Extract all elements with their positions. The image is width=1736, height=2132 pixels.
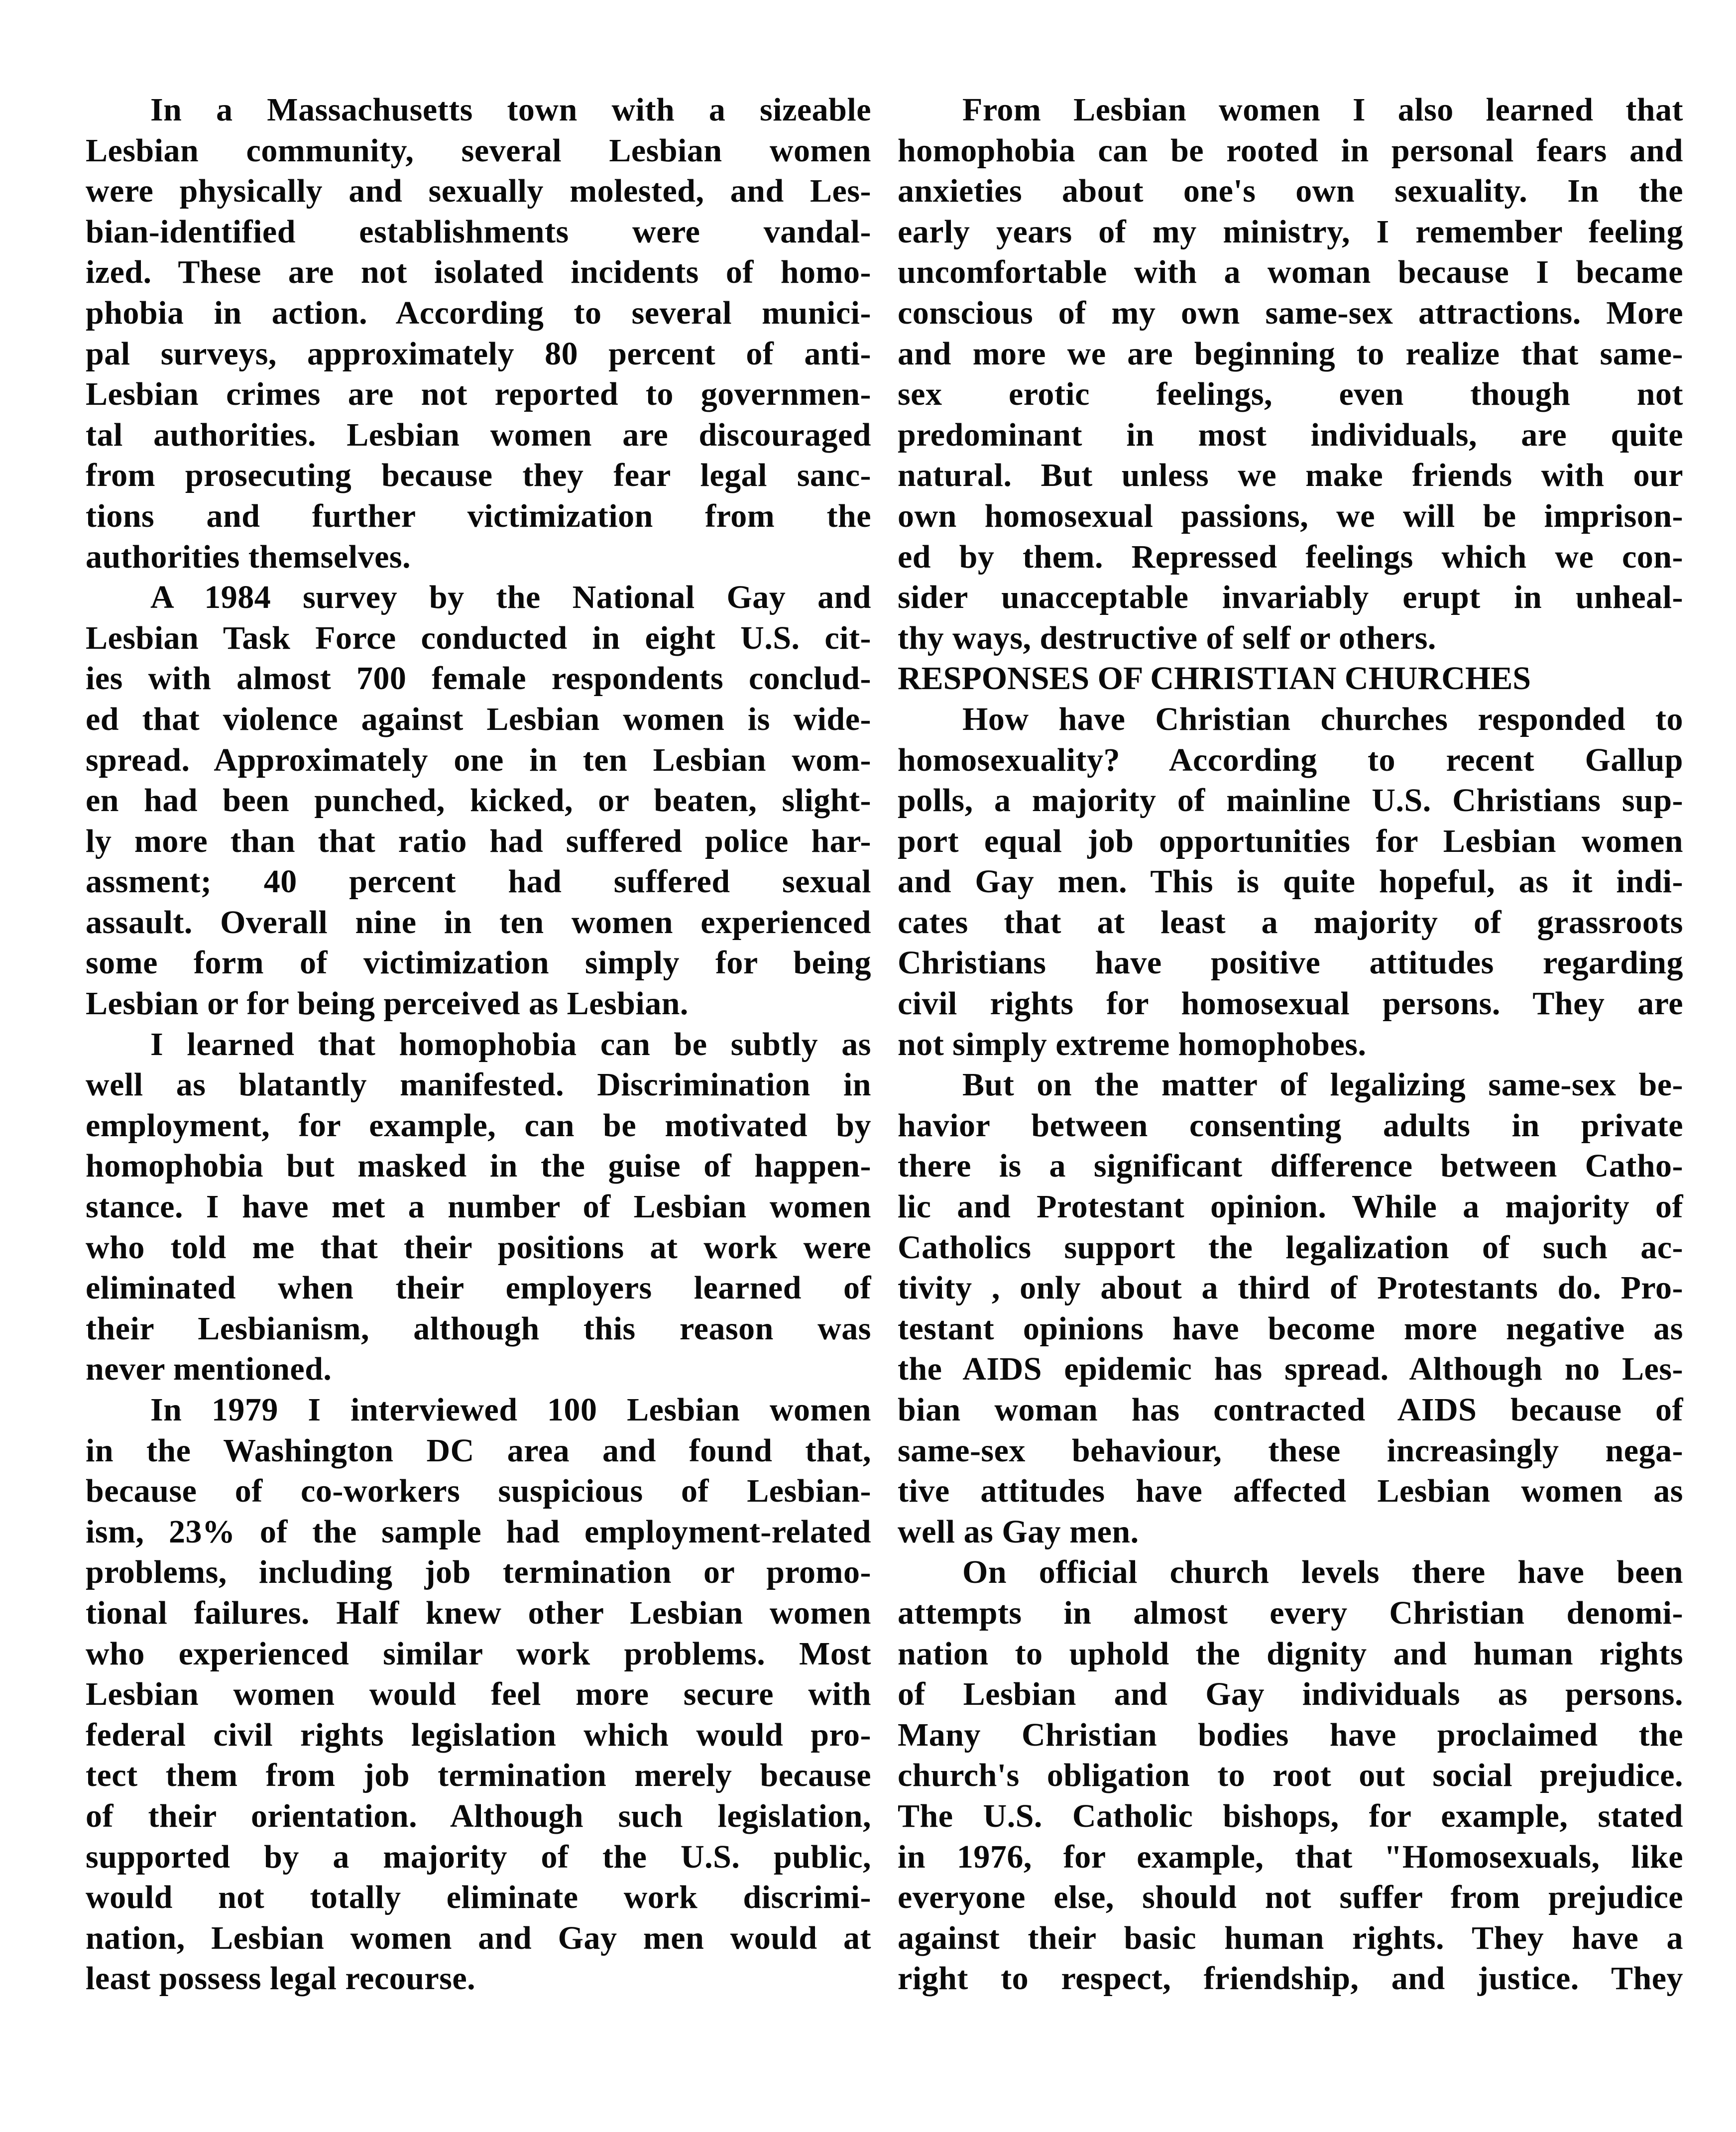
- text-line: Lesbian crimes are not reported to governmen-: [86, 376, 871, 413]
- text-line: tal authorities. Lesbian women are discouraged: [86, 416, 871, 453]
- paragraph: [898, 90, 1683, 658]
- text-line: tect them from job termination merely because: [86, 1757, 871, 1794]
- text-line: ized. These are not isolated incidents of homo-: [86, 254, 871, 291]
- text-line: pal surveys, approximately 80 percent of anti-: [86, 335, 871, 372]
- text-line: nation to uphold the dignity and human rights: [898, 1635, 1683, 1672]
- paragraph: [898, 1065, 1683, 1552]
- text-line: because of co-workers suspicious of Lesbian-: [86, 1473, 871, 1510]
- text-line: Lesbian women would feel more secure with: [86, 1676, 871, 1713]
- text-line: problems, including job termination or promo-: [86, 1554, 871, 1591]
- text-line: some form of victimization simply for being: [86, 945, 871, 981]
- text-line: well as Gay men.: [898, 1513, 1139, 1550]
- text-line: civil rights for homosexual persons. They are: [898, 985, 1683, 1022]
- text-line: On official church levels there have been: [962, 1554, 1683, 1591]
- paragraph: [86, 577, 871, 1024]
- text-line: sex erotic feelings, even though not: [898, 376, 1683, 413]
- text-line: employment, for example, can be motivated by: [86, 1107, 871, 1144]
- text-line: well as blatantly manifested. Discrimination in: [86, 1066, 871, 1103]
- text-line: natural. But unless we make friends with our: [898, 457, 1683, 494]
- text-line: Christians have positive attitudes regarding: [898, 945, 1683, 981]
- text-line: and Gay men. This is quite hopeful, as it indi-: [898, 863, 1683, 900]
- text-line: homophobia but masked in the guise of happen-: [86, 1148, 871, 1184]
- text-line: who told me that their positions at work were: [86, 1229, 871, 1266]
- text-line: would not totally eliminate work discrimi-: [86, 1879, 871, 1916]
- text-line: tivity , only about a third of Protestants do. Pro-: [898, 1270, 1683, 1306]
- text-line: ism, 23% of the sample had employment-related: [86, 1513, 871, 1550]
- text-line: From Lesbian women I also learned that: [962, 92, 1683, 128]
- text-line: bian woman has contracted AIDS because of: [898, 1392, 1683, 1428]
- text-line: In a Massachusetts town with a sizeable: [150, 92, 871, 128]
- text-line: sider unacceptable invariably erupt in unheal-: [898, 579, 1683, 616]
- text-line: bian-identified establishments were vandal-: [86, 213, 871, 250]
- text-line: Lesbian community, several Lesbian women: [86, 132, 871, 169]
- text-line: In 1979 I interviewed 100 Lesbian women: [150, 1392, 871, 1428]
- text-line: conscious of my own same-sex attractions. More: [898, 294, 1683, 331]
- text-line: of Lesbian and Gay individuals as persons.: [898, 1676, 1683, 1713]
- text-line: federal civil rights legislation which would pro-: [86, 1716, 871, 1753]
- text-line: church's obligation to root out social prejudice.: [898, 1757, 1683, 1794]
- text-line: not simply extreme homophobes.: [898, 1026, 1367, 1063]
- text-line: were physically and sexually molested, and Les-: [86, 173, 871, 210]
- text-line: same-sex behaviour, these increasingly nega-: [898, 1432, 1683, 1469]
- text-line: ed that violence against Lesbian women is wide-: [86, 701, 871, 737]
- paragraph: [898, 699, 1683, 1065]
- text-line: testant opinions have become more negative as: [898, 1310, 1683, 1347]
- text-line: of their orientation. Although such legislation,: [86, 1797, 871, 1834]
- text-line: homosexuality? According to recent Gallup: [898, 741, 1683, 778]
- text-line: A 1984 survey by the National Gay and: [150, 579, 871, 616]
- text-line: en had been punched, kicked, or beaten, slight-: [86, 782, 871, 819]
- text-line: Catholics support the legalization of such ac-: [898, 1229, 1683, 1266]
- text-line: predominant in most individuals, are quite: [898, 416, 1683, 453]
- text-line: their Lesbianism, although this reason was: [86, 1310, 871, 1347]
- text-line: thy ways, destructive of self or others.: [898, 619, 1436, 656]
- text-line: everyone else, should not suffer from prejudice: [898, 1879, 1683, 1916]
- text-line: nation, Lesbian women and Gay men would at: [86, 1919, 871, 1956]
- text-line: stance. I have met a number of Lesbian women: [86, 1188, 871, 1225]
- text-line: attempts in almost every Christian denomi-: [898, 1594, 1683, 1631]
- text-line: uncomfortable with a woman because I became: [898, 254, 1683, 291]
- text-line: The U.S. Catholic bishops, for example, stated: [898, 1797, 1683, 1834]
- text-line: and more we are beginning to realize that same-: [898, 335, 1683, 372]
- paragraph: [86, 1390, 871, 1999]
- text-line: against their basic human rights. They have a: [898, 1919, 1683, 1956]
- text-line: ies with almost 700 female respondents conclud-: [86, 660, 871, 697]
- text-line: cates that at least a majority of grassroots: [898, 904, 1683, 941]
- text-line: right to respect, friendship, and justice. They: [898, 1960, 1683, 1997]
- text-line: I learned that homophobia can be subtly as: [150, 1026, 871, 1063]
- paragraph: [86, 1024, 871, 1390]
- text-line: ed by them. Repressed feelings which we con-: [898, 538, 1683, 575]
- text-line: tional failures. Half knew other Lesbian women: [86, 1594, 871, 1631]
- text-line: who experienced similar work problems. Most: [86, 1635, 871, 1672]
- text-line: in the Washington DC area and found that,: [86, 1432, 871, 1469]
- text-line: How have Christian churches responded to: [962, 701, 1683, 737]
- text-line: tive attitudes have affected Lesbian women as: [898, 1473, 1683, 1510]
- text-line: never mentioned.: [86, 1351, 332, 1388]
- text-line: lic and Protestant opinion. While a majority of: [898, 1188, 1683, 1225]
- text-line: supported by a majority of the U.S. public,: [86, 1838, 871, 1875]
- text-line: polls, a majority of mainline U.S. Christians sup-: [898, 782, 1683, 819]
- text-line: assault. Overall nine in ten women experienced: [86, 904, 871, 941]
- text-line: homophobia can be rooted in personal fears and: [898, 132, 1683, 169]
- text-line: tions and further victimization from the: [86, 497, 871, 534]
- text-line: in 1976, for example, that "Homosexuals, like: [898, 1838, 1683, 1875]
- paragraph: [86, 90, 871, 577]
- text-line: least possess legal recourse.: [86, 1960, 476, 1997]
- text-line: Lesbian or for being perceived as Lesbian.: [86, 985, 689, 1022]
- text-line: eliminated when their employers learned of: [86, 1270, 871, 1306]
- text-line: early years of my ministry, I remember feeling: [898, 213, 1683, 250]
- text-line: port equal job opportunities for Lesbian women: [898, 823, 1683, 859]
- text-line: anxieties about one's own sexuality. In the: [898, 173, 1683, 210]
- text-line: there is a significant difference between Catho-: [898, 1148, 1683, 1184]
- right-column: [898, 90, 1683, 1999]
- text-line: Lesbian Task Force conducted in eight U.S. cit-: [86, 619, 871, 656]
- text-line: from prosecuting because they fear legal sanc-: [86, 457, 871, 494]
- text-line: own homosexual passions, we will be imprison-: [898, 497, 1683, 534]
- text-line: But on the matter of legalizing same-sex be-: [962, 1066, 1683, 1103]
- text-line: havior between consenting adults in private: [898, 1107, 1683, 1144]
- text-line: ly more than that ratio had suffered police har-: [86, 823, 871, 859]
- left-column: [86, 90, 871, 1999]
- text-line: Many Christian bodies have proclaimed the: [898, 1716, 1683, 1753]
- section-heading: RESPONSES OF CHRISTIAN CHURCHES: [898, 660, 1531, 697]
- text-line: spread. Approximately one in ten Lesbian wom-: [86, 741, 871, 778]
- paragraph: [898, 1552, 1683, 1999]
- text-line: assment; 40 percent had suffered sexual: [86, 863, 871, 900]
- text-line: the AIDS epidemic has spread. Although no Les-: [898, 1351, 1683, 1388]
- text-line: phobia in action. According to several munici-: [86, 294, 871, 331]
- text-line: authorities themselves.: [86, 538, 411, 575]
